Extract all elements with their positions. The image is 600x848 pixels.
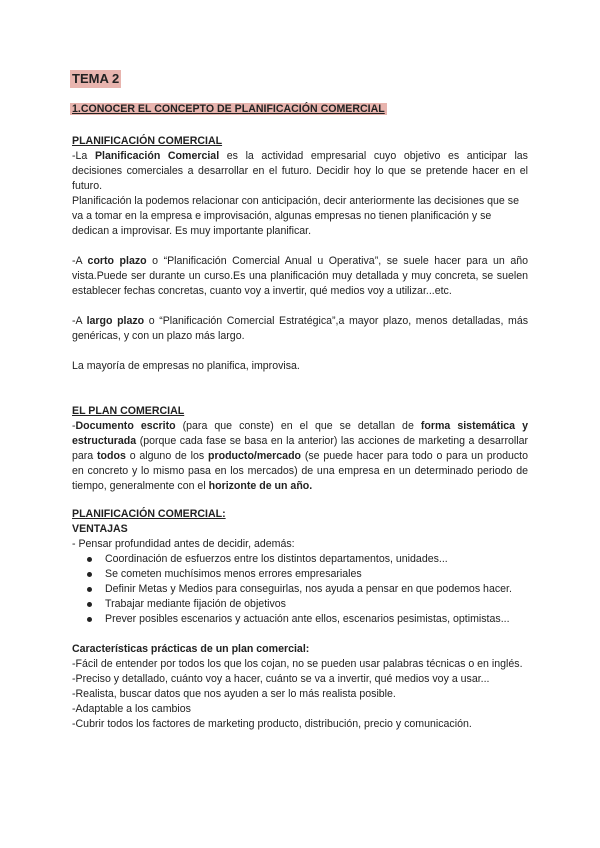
planificacion-paragraph-1: -La Planificación Comercial es la actividad empresarial cuyo objetivo es anticipar las decisiones comerciales a desarrollar en el futuro. Decidir hoy lo que se pretende hacer en el futuro. bbox=[72, 150, 528, 192]
mayoria-paragraph: La mayoría de empresas no planifica, improvisa. bbox=[72, 360, 300, 372]
list-item: -Preciso y detallado, cuánto voy a hacer, cuánto se va a invertir, qué medios voy a usar... bbox=[72, 673, 490, 685]
list-item: -Cubrir todos los factores de marketing producto, distribución, precio y comunicación. bbox=[72, 718, 472, 730]
ventajas-list bbox=[72, 552, 528, 627]
list-item: Definir Metas y Medios para conseguirlas, nos ayuda a pensar en que podemos hacer. bbox=[105, 582, 528, 597]
caracteristicas-heading: Características prácticas de un plan comercial: bbox=[72, 643, 310, 655]
ventajas-intro: - Pensar profundidad antes de decidir, además: bbox=[72, 538, 295, 550]
ventajas-heading: PLANIFICACIÓN COMERCIAL: bbox=[72, 508, 226, 520]
planificacion-paragraph-2: Planificación la podemos relacionar con anticipación, decir anteriormente las decisiones que se va a tomar en la empresa e improvisación, algunas empresas no tienen planificación y se dedican a improvisar. Es muy importante planificar. bbox=[72, 195, 519, 237]
section-heading: 1.CONOCER EL CONCEPTO DE PLANIFICACIÓN COMERCIAL bbox=[72, 103, 385, 115]
document-page bbox=[72, 70, 528, 732]
list-item: Trabajar mediante fijación de objetivos bbox=[105, 597, 528, 612]
ventajas-subheading: VENTAJAS bbox=[72, 523, 128, 535]
list-item: -Adaptable a los cambios bbox=[72, 703, 191, 715]
list-item: -Realista, buscar datos que nos ayuden a ser lo más realista posible. bbox=[72, 688, 396, 700]
section-heading-line bbox=[72, 102, 528, 117]
largo-plazo-paragraph: -A largo plazo o “Planificación Comercial Estratégica”,a mayor plazo, menos detalladas, más genéricas, y con un plazo más largo. bbox=[72, 315, 529, 342]
plan-comercial-heading: EL PLAN COMERCIAL bbox=[72, 405, 185, 417]
list-item: -Fácil de entender por todos los que los cojan, no se pueden usar palabras técnicas o en inglés. bbox=[72, 658, 523, 670]
list-item: Coordinación de esfuerzos entre los distintos departamentos, unidades... bbox=[105, 552, 528, 567]
title-line bbox=[72, 70, 528, 88]
list-item: Se cometen muchísimos menos errores empresariales bbox=[105, 567, 528, 582]
plan-comercial-paragraph: -Documento escrito (para que conste) en el que se detallan de forma sistemática y estructurada (porque cada fase se basa en la anterior) las acciones de marketing a desarrollar para todos o alguno de los producto/mercado (se puede hacer para todo o para un producto en concreto y lo mismo pasa en los mercados) de una empresa en un determinado periodo de tiempo, generalmente con el horizonte de un año. bbox=[72, 420, 529, 492]
page-title: TEMA 2 bbox=[72, 71, 120, 86]
planificacion-heading: PLANIFICACIÓN COMERCIAL bbox=[72, 135, 223, 147]
list-item: Prever posibles escenarios y actuación ante ellos, escenarios pesimistas, optimistas... bbox=[105, 612, 528, 627]
corto-plazo-paragraph: -A corto plazo o “Planificación Comercial Anual u Operativa”, se suele hacer para un año vista.Puede ser durante un curso.Es una planificación muy detallada y muy concreta, se suelen establecer fechas concretas, cuanto voy a invertir, qué medios voy a utilizar...etc. bbox=[72, 255, 529, 297]
